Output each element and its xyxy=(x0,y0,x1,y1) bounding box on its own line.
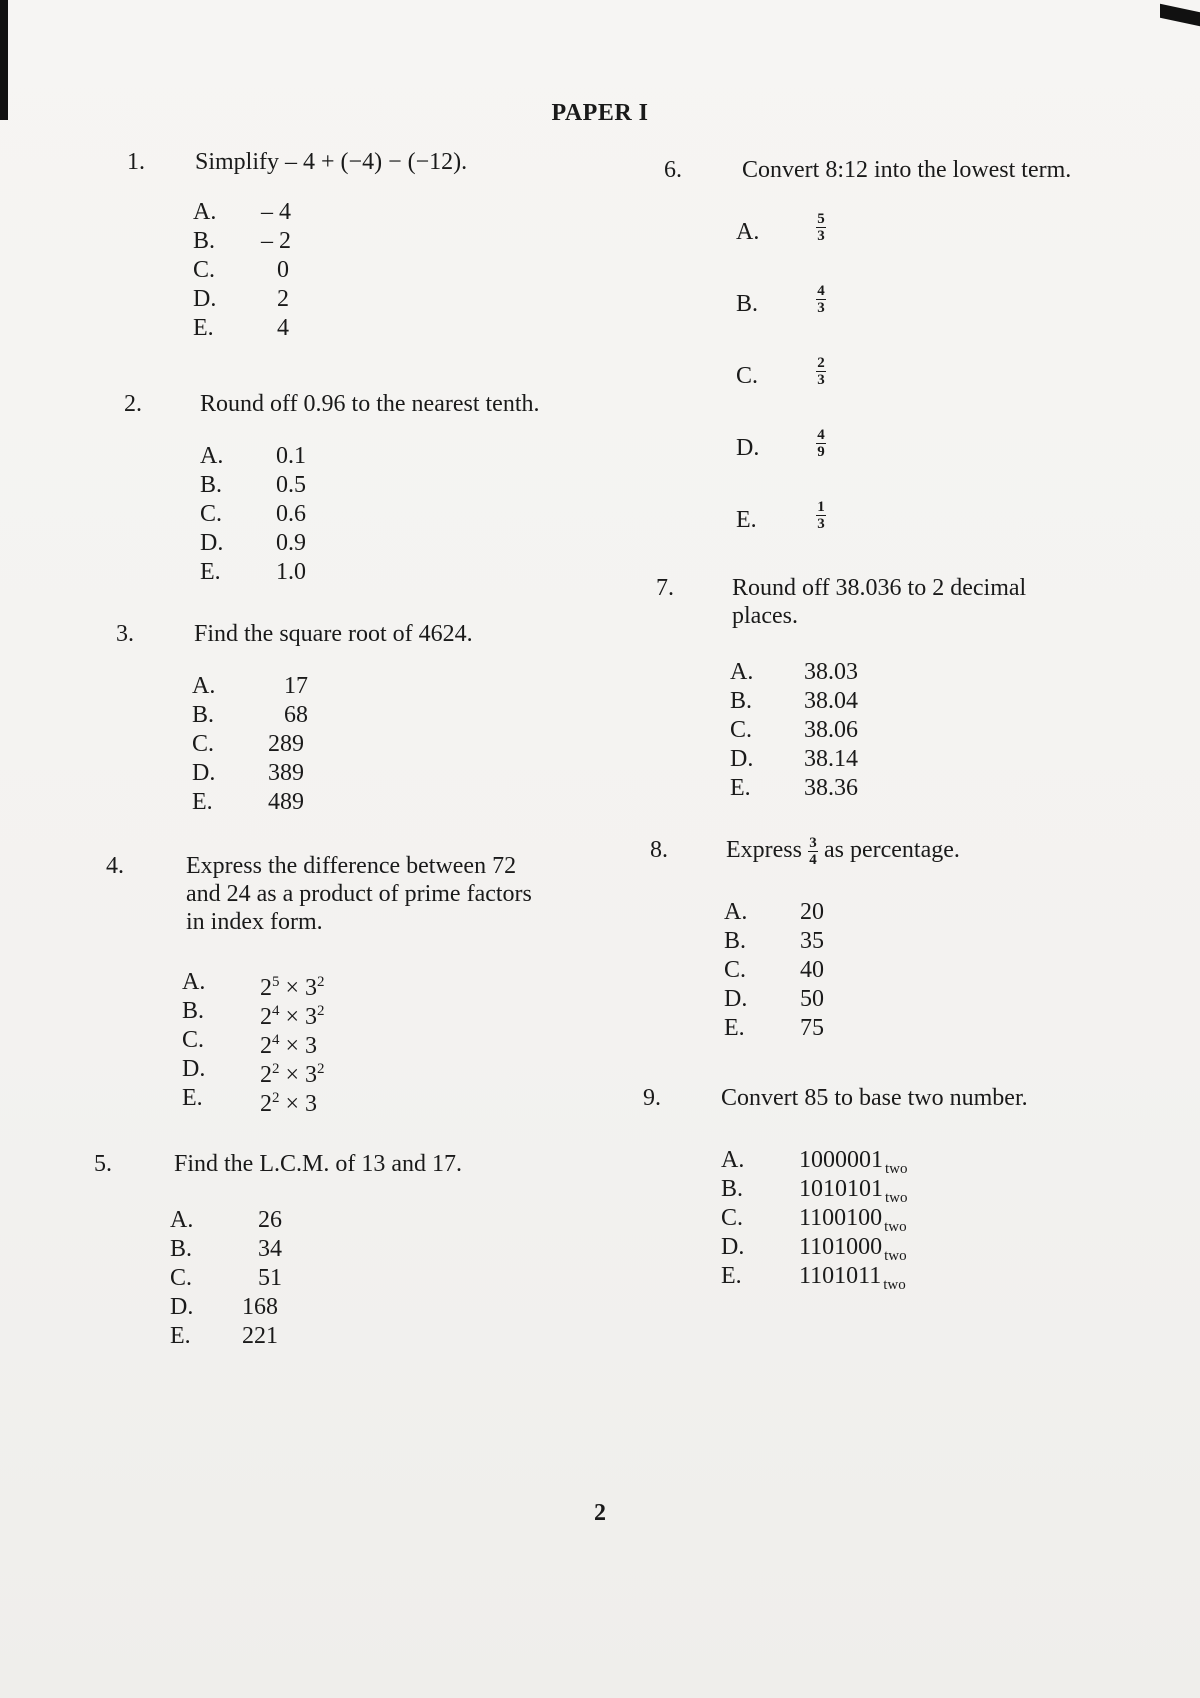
option-fraction: 5 3 xyxy=(817,211,825,244)
question-number: 8. xyxy=(650,837,668,863)
option-letter: B. xyxy=(192,702,215,728)
option-value: 35 xyxy=(800,928,824,954)
option-b[interactable] xyxy=(192,701,392,730)
option-a[interactable] xyxy=(721,1146,981,1175)
option-letter: B. xyxy=(193,228,216,254)
option-a[interactable] xyxy=(170,1206,370,1235)
option-e[interactable] xyxy=(192,788,392,817)
option-value: 0.1 xyxy=(276,443,306,469)
option-letter: A. xyxy=(200,443,224,469)
option-value: 289 xyxy=(268,731,304,757)
option-fraction: 4 3 xyxy=(817,283,825,316)
option-a[interactable] xyxy=(730,658,930,687)
question-5 xyxy=(94,1150,574,1370)
scan-edge-right xyxy=(1160,4,1200,27)
option-value: 20 xyxy=(800,899,824,925)
option-value: 17 xyxy=(284,673,308,699)
question-text-line: and 24 as a product of prime factors xyxy=(186,881,532,907)
option-letter: C. xyxy=(730,717,753,743)
question-text-line: in index form. xyxy=(186,909,323,935)
option-e[interactable] xyxy=(724,1014,924,1043)
option-b[interactable] xyxy=(730,687,930,716)
option-letter: C. xyxy=(192,731,215,757)
option-b[interactable] xyxy=(736,284,936,356)
option-letter: B. xyxy=(182,998,205,1024)
option-value: 1101011 $_{two}$ xyxy=(799,1263,906,1293)
question-text: Round off 0.96 to the nearest tenth. xyxy=(200,391,540,417)
option-value: $2^2 \times 3^2$ xyxy=(260,1061,325,1088)
fraction: $\frac{3}{4}$ xyxy=(809,835,817,868)
option-value: $2^4 \times 3^2$ xyxy=(260,1003,325,1030)
question-4 xyxy=(106,852,586,1122)
option-b[interactable] xyxy=(170,1235,370,1264)
question-number: 6. xyxy=(664,157,682,183)
option-letter: D. xyxy=(170,1294,194,1320)
option-value: 51 xyxy=(258,1265,282,1291)
question-number: 3. xyxy=(116,621,134,647)
option-e[interactable] xyxy=(193,314,393,343)
option-letter: E. xyxy=(721,1263,742,1289)
option-d[interactable] xyxy=(724,985,924,1014)
option-letter: B. xyxy=(724,928,747,954)
option-value: 221 xyxy=(242,1323,278,1349)
option-e[interactable] xyxy=(170,1322,370,1351)
option-d[interactable] xyxy=(736,428,936,500)
option-c[interactable] xyxy=(193,256,393,285)
option-letter: C. xyxy=(721,1205,744,1231)
option-value: $2^4 \times 3$ xyxy=(260,1032,318,1059)
question-text xyxy=(186,852,532,936)
question-6 xyxy=(664,156,1124,556)
option-value: 75 xyxy=(800,1015,824,1041)
option-fraction: 2 3 xyxy=(817,355,825,388)
option-letter: B. xyxy=(170,1236,193,1262)
option-value: 0 xyxy=(277,257,289,283)
question-text-line: Round off 38.036 to 2 decimal xyxy=(732,575,1027,601)
option-letter: E. xyxy=(193,315,214,341)
option-letter: A. xyxy=(721,1147,745,1173)
question-2 xyxy=(124,390,604,590)
option-d[interactable] xyxy=(200,529,400,558)
option-d[interactable] xyxy=(193,285,393,314)
option-e[interactable] xyxy=(730,774,930,803)
option-a[interactable] xyxy=(736,212,936,284)
option-letter: E. xyxy=(730,775,751,801)
page-number: 2 xyxy=(594,1500,606,1526)
option-a[interactable] xyxy=(724,898,924,927)
question-number: 7. xyxy=(656,575,674,601)
question-text-line: places. xyxy=(732,603,798,629)
option-e[interactable] xyxy=(736,500,936,560)
options-list xyxy=(736,212,936,560)
option-letter: C. xyxy=(170,1265,193,1291)
option-value: 168 xyxy=(242,1294,278,1320)
question-text xyxy=(732,574,1026,630)
option-d[interactable] xyxy=(721,1233,981,1262)
question-9 xyxy=(643,1084,1123,1304)
option-value: – 4 xyxy=(261,199,291,225)
options-list xyxy=(724,898,924,1043)
option-letter: D. xyxy=(182,1056,206,1082)
option-value: $2^2 \times 3$ xyxy=(260,1090,318,1117)
question-number: 5. xyxy=(94,1151,112,1177)
option-a[interactable] xyxy=(193,198,393,227)
question-number: 9. xyxy=(643,1085,661,1111)
option-letter: D. xyxy=(200,530,224,556)
option-a[interactable] xyxy=(200,442,400,471)
option-d[interactable] xyxy=(182,1055,442,1088)
option-value: 26 xyxy=(258,1207,282,1233)
option-letter: C. xyxy=(182,1027,205,1053)
option-value: 1.0 xyxy=(276,559,306,585)
option-value: 34 xyxy=(258,1236,282,1262)
option-value: 38.36 xyxy=(804,775,858,801)
options-list xyxy=(192,672,392,817)
option-letter: C. xyxy=(200,501,223,527)
option-letter: E. xyxy=(736,507,757,533)
option-d[interactable] xyxy=(170,1293,370,1322)
question-text: Express $\frac{3}{4}$ as percentage. xyxy=(726,835,960,868)
option-value: 0.5 xyxy=(276,472,306,498)
option-letter: B. xyxy=(730,688,753,714)
option-value: 0.6 xyxy=(276,501,306,527)
question-text: Convert 8:12 into the lowest term. xyxy=(742,157,1072,183)
option-fraction: 4 9 xyxy=(817,427,825,460)
question-8 xyxy=(650,836,1110,1056)
option-letter: D. xyxy=(730,746,754,772)
option-letter: A. xyxy=(193,199,217,225)
option-letter: A. xyxy=(730,659,754,685)
option-letter: A. xyxy=(724,899,748,925)
option-fraction: 1 3 xyxy=(817,499,825,532)
option-letter: D. xyxy=(736,435,760,461)
option-value: 38.14 xyxy=(804,746,858,772)
option-letter: E. xyxy=(192,789,213,815)
option-letter: A. xyxy=(192,673,216,699)
option-value: 68 xyxy=(284,702,308,728)
question-number: 2. xyxy=(124,391,142,417)
option-d[interactable] xyxy=(730,745,930,774)
question-number: 1. xyxy=(127,149,145,175)
option-letter: E. xyxy=(182,1085,203,1111)
option-letter: C. xyxy=(736,363,759,389)
question-1 xyxy=(127,148,587,348)
options-list xyxy=(193,198,393,343)
option-b[interactable] xyxy=(193,227,393,256)
option-c[interactable] xyxy=(721,1204,981,1233)
option-letter: E. xyxy=(200,559,221,585)
option-value: 4 xyxy=(277,315,289,341)
question-3 xyxy=(116,620,576,820)
option-value: 2 xyxy=(277,286,289,312)
option-c[interactable] xyxy=(170,1264,370,1293)
option-letter: B. xyxy=(200,472,223,498)
question-7 xyxy=(656,574,1116,814)
question-text-line: Express the difference between 72 xyxy=(186,853,517,879)
options-list xyxy=(200,442,400,587)
option-a[interactable] xyxy=(182,968,442,1001)
options-list xyxy=(721,1146,981,1291)
question-number: 4. xyxy=(106,853,124,879)
option-letter: A. xyxy=(736,219,760,245)
option-value: 38.03 xyxy=(804,659,858,685)
option-value: 40 xyxy=(800,957,824,983)
option-b[interactable] xyxy=(724,927,924,956)
option-value: 1101000 $_{two}$ xyxy=(799,1234,907,1264)
option-letter: A. xyxy=(170,1207,194,1233)
paper-title: PAPER I xyxy=(551,100,649,126)
option-c[interactable] xyxy=(182,1026,442,1059)
option-letter: B. xyxy=(736,291,759,317)
question-text: Simplify – 4 + (−4) − (−12). xyxy=(195,149,468,175)
option-b[interactable] xyxy=(721,1175,981,1204)
options-list xyxy=(730,658,930,803)
options-list xyxy=(170,1206,370,1351)
option-letter: A. xyxy=(182,969,206,995)
option-value: 38.04 xyxy=(804,688,858,714)
option-letter: D. xyxy=(192,760,216,786)
option-letter: D. xyxy=(721,1234,745,1260)
option-value: 1010101 $_{two}$ xyxy=(799,1176,908,1206)
option-letter: E. xyxy=(724,1015,745,1041)
option-d[interactable] xyxy=(192,759,392,788)
option-c[interactable] xyxy=(192,730,392,759)
option-b[interactable] xyxy=(200,471,400,500)
option-b[interactable] xyxy=(182,997,442,1030)
option-value: 38.06 xyxy=(804,717,858,743)
option-a[interactable] xyxy=(192,672,392,701)
option-letter: C. xyxy=(724,957,747,983)
option-c[interactable] xyxy=(724,956,924,985)
option-c[interactable] xyxy=(730,716,930,745)
option-letter: D. xyxy=(193,286,217,312)
option-letter: D. xyxy=(724,986,748,1012)
option-e[interactable] xyxy=(200,558,400,587)
option-value: 389 xyxy=(268,760,304,786)
option-value: 1000001 $_{two}$ xyxy=(799,1147,908,1177)
question-text: Find the L.C.M. of 13 and 17. xyxy=(174,1151,462,1177)
option-value: 489 xyxy=(268,789,304,815)
option-value: $2^5 \times 3^2$ xyxy=(260,974,325,1001)
option-value: 1100100 $_{two}$ xyxy=(799,1205,907,1235)
question-text: Find the square root of 4624. xyxy=(194,621,473,647)
option-letter: E. xyxy=(170,1323,191,1349)
option-c[interactable] xyxy=(200,500,400,529)
option-value: 50 xyxy=(800,986,824,1012)
option-e[interactable] xyxy=(182,1084,442,1117)
option-value: – 2 xyxy=(261,228,291,254)
option-value: 0.9 xyxy=(276,530,306,556)
option-e[interactable] xyxy=(721,1262,981,1291)
option-letter: B. xyxy=(721,1176,744,1202)
option-letter: C. xyxy=(193,257,216,283)
options-list xyxy=(182,968,442,1117)
option-c[interactable] xyxy=(736,356,936,428)
question-text: Convert 85 to base two number. xyxy=(721,1085,1028,1111)
